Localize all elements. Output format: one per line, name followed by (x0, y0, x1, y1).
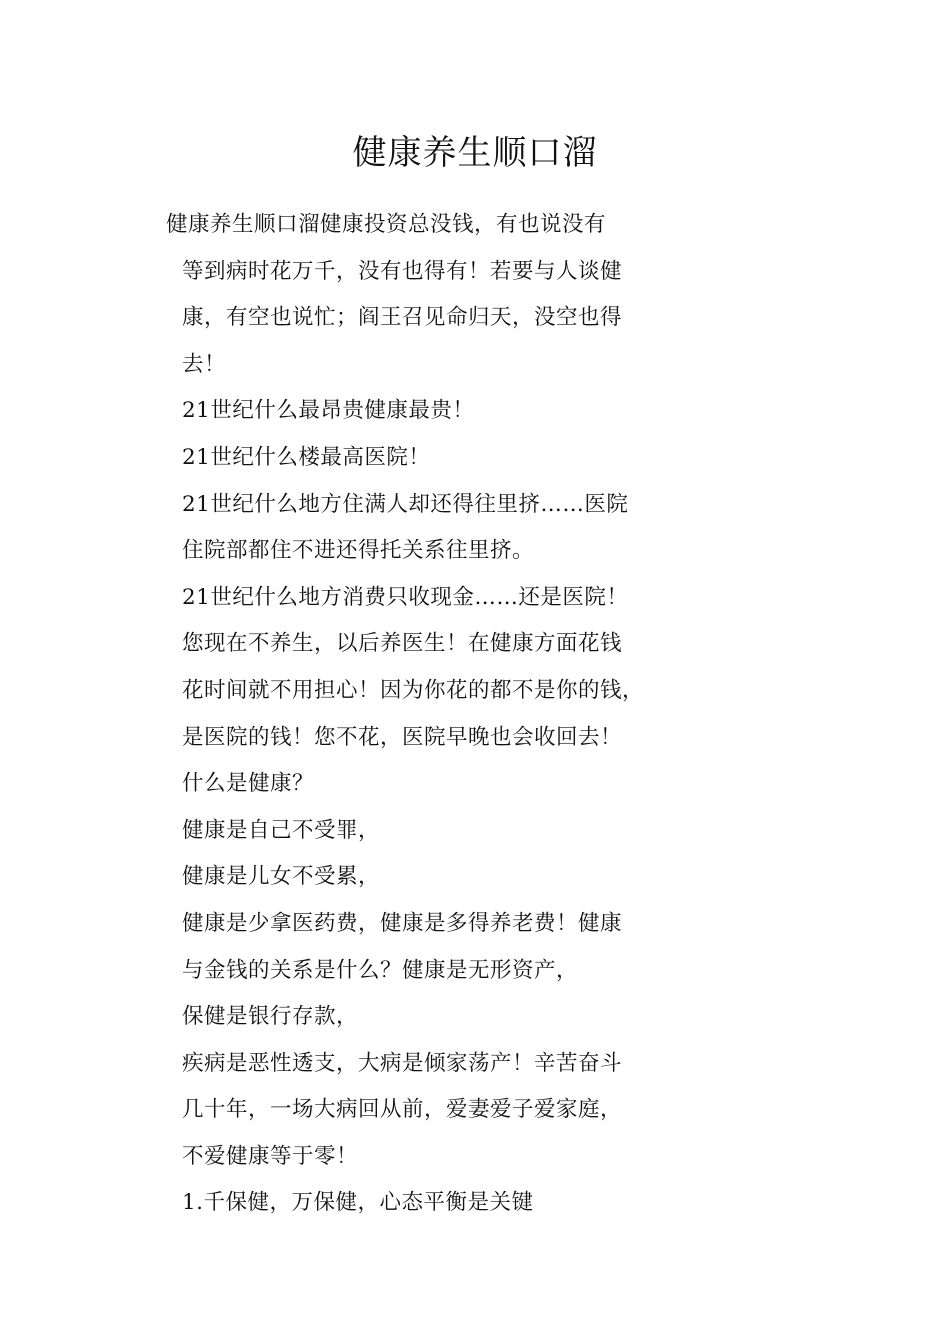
paragraph-line: 健康养生顺口溜健康投资总没钱，有也说没有 (166, 212, 607, 237)
paragraph-line: 健康是儿女不受累， (182, 864, 381, 890)
paragraph-line: 住院部都住不进还得托关系往里挤。 (182, 538, 535, 564)
paragraph-line: 您现在不养生，以后养医生！在健康方面花钱 (182, 631, 623, 657)
paragraph-line: 疾病是恶性透支，大病是倾家荡产！辛苦奋斗 (182, 1050, 623, 1076)
paragraph-line: 与金钱的关系是什么？健康是无形资产， (182, 957, 579, 983)
paragraph-line: 什么是健康？ (182, 771, 315, 797)
paragraph-line: 是医院的钱！您不花，医院早晚也会收回去！ (182, 724, 623, 750)
document-body (166, 202, 686, 1227)
paragraph-line: 几十年，一场大病回从前，爱妻爱子爱家庭， (182, 1097, 623, 1123)
paragraph-line: 不爱健康等于零！ (182, 1143, 359, 1169)
paragraph-line: 健康是少拿医药费，健康是多得养老费！健康 (182, 910, 623, 936)
paragraph-line: 1.千保健，万保健，心态平衡是关键 (182, 1190, 534, 1216)
paragraph-line: 花时间就不用担心！因为你花的都不是你的钱， (182, 677, 645, 703)
paragraph-line: 21世纪什么地方消费只收现金……还是医院！ (182, 584, 629, 610)
paragraph-line: 等到病时花万千，没有也得有！若要与人谈健 (182, 258, 623, 284)
paragraph-line: 21世纪什么最昂贵健康最贵！ (182, 398, 475, 424)
paragraph-line: 康，有空也说忙；阎王召见命归天，没空也得 (182, 305, 623, 331)
paragraph-line: 21世纪什么地方住满人却还得往里挤……医院 (182, 491, 629, 517)
paragraph-line: 去！ (182, 351, 227, 377)
paragraph-line: 21世纪什么楼最高医院！ (182, 444, 431, 470)
document-title: 健康养生顺口溜 (352, 133, 598, 173)
paragraph-line: 健康是自己不受罪， (182, 817, 381, 843)
paragraph-line: 保健是银行存款， (182, 1004, 359, 1030)
